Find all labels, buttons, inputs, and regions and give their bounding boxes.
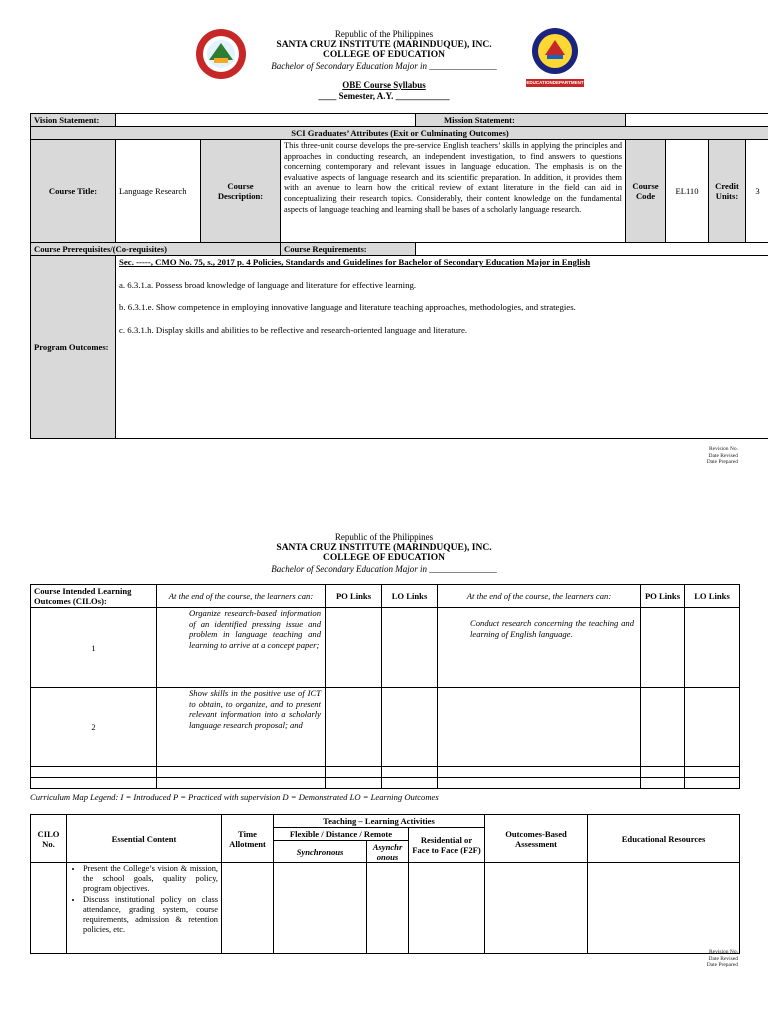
time-allotment-cell[interactable] <box>222 863 274 954</box>
lo-links-cell-2b[interactable] <box>685 688 740 767</box>
date-revised: Date Revised <box>708 452 738 459</box>
prerequisites-label: Course Prerequisites/(Co-requisites) <box>31 243 281 256</box>
cilo-number-1: 1 <box>31 608 157 688</box>
cilo-no-header: CILO No. <box>31 815 67 863</box>
lo-links-cell-2[interactable] <box>382 688 438 767</box>
synchronous-cell[interactable] <box>274 863 367 954</box>
resources-cell[interactable] <box>588 863 740 954</box>
revision-no: Revision No. <box>708 446 738 452</box>
tla-header: Teaching – Learning Activities <box>274 815 485 828</box>
mission-value[interactable] <box>626 114 768 127</box>
cilo-label: Course Intended Learning Outcomes (CILOs): <box>31 585 157 608</box>
mission-label: Mission Statement: <box>416 114 626 127</box>
syllabus-title: OBE Course Syllabus <box>342 80 426 90</box>
program-outcome-a: a. 6.3.1.a. Possess broad knowledge of language and literature for effective learning. <box>119 279 417 290</box>
residential-cell[interactable] <box>409 863 485 954</box>
program-line-2: Bachelor of Secondary Education Major in _______________ <box>271 563 497 574</box>
logo-right-caption: EDUCATIONDEPARTMENT <box>526 80 584 85</box>
course-description-value: This three-unit course develops the pre-service English teachers’ skills in applying the principles and approaches in conducting research, an independent investigation, to find answers to questions concerning contemporary and relevant issues in language education. The emphasis is on the evaluative aspects of language research and its scientific preparation. In addition, it provides them with an avenue to learn how the critical review of extant literature in the field can aid in conceptualizing their research topics. Considerably, their content knowledge on the fundamental aspects of language teaching and learning shall be bases of a scholarly language research. <box>281 140 626 243</box>
date-prepared: Date Prepared <box>706 459 738 465</box>
date-revised-2: Date Revised <box>708 955 738 962</box>
empty-cell[interactable] <box>326 778 382 789</box>
cilo-text-2: Show skills in the positive use of ICT to obtain, to organize, and to present relevant information into a scholarly language research proposal; and <box>157 688 326 767</box>
po-links-header-2: PO Links <box>641 585 685 608</box>
flexible-header: Flexible / Distance / Remote <box>274 828 409 841</box>
revision-info-2 <box>618 949 738 969</box>
cilo-number-2: 2 <box>31 688 157 767</box>
cilo-right-text-2 <box>438 688 641 767</box>
tla-cilo-cell[interactable] <box>31 863 67 954</box>
empty-cell[interactable] <box>31 767 157 778</box>
lo-links-header: LO Links <box>382 585 438 608</box>
revision-info-1 <box>618 446 738 466</box>
essential-content-cell <box>67 863 222 954</box>
empty-cell[interactable] <box>438 778 641 789</box>
po-links-header: PO Links <box>326 585 382 608</box>
program-outcome-b: b. 6.3.1.e. Show competence in employing innovative language and literature teaching approaches, methodologies, and strategies. <box>119 302 576 312</box>
asynchronous-header: Asynchr onous <box>367 841 409 863</box>
cilo-text-1: Organize research-based information of an identified pressing issue and problem in language teaching and learning to arrive at a concept paper; <box>157 608 326 688</box>
empty-cell[interactable] <box>31 778 157 789</box>
empty-cell[interactable] <box>326 767 382 778</box>
program-outcomes-label: Program Outcomes: <box>31 256 116 439</box>
asynchronous-cell[interactable] <box>367 863 409 954</box>
course-title-label: Course Title: <box>31 140 116 243</box>
credit-units-value: 3 <box>746 140 768 243</box>
essential-content-item: • Discuss institutional policy on class attendance, grading system, course requirements, admission & retention policies, etc. <box>83 895 218 936</box>
residential-header: Residential or Face to Face (F2F) <box>409 828 485 863</box>
cilo-table <box>30 584 740 789</box>
time-allotment-header: Time Allotment <box>222 815 274 863</box>
po-links-cell-2[interactable] <box>326 688 382 767</box>
end-of-course-header-2: At the end of the course, the learners can: <box>438 585 641 608</box>
essential-content-item: • Present the College’s vision & mission, the school goals, quality policy, program objectives. <box>83 864 218 895</box>
assessment-cell[interactable] <box>485 863 588 954</box>
resources-header: Educational Resources <box>588 815 740 863</box>
republic-line: Republic of the Philippines <box>334 29 434 39</box>
po-links-cell-1b[interactable] <box>641 608 685 688</box>
republic-line-2: Republic of the Philippines <box>334 532 434 542</box>
lo-links-cell-1b[interactable] <box>685 608 740 688</box>
empty-cell[interactable] <box>685 778 740 789</box>
po-links-cell-1[interactable] <box>326 608 382 688</box>
page1-header <box>0 29 768 101</box>
empty-cell[interactable] <box>438 767 641 778</box>
course-title-value: Language Research <box>116 140 201 243</box>
empty-cell[interactable] <box>382 778 438 789</box>
revision-no-2: Revision No. <box>708 949 738 955</box>
tla-table <box>30 814 740 954</box>
lo-links-cell-1[interactable] <box>382 608 438 688</box>
end-of-course-header: At the end of the course, the learners can: <box>157 585 326 608</box>
curriculum-map-legend: Curriculum Map Legend: I = Introduced P = Practiced with supervision D = Demonstrated LO = Learning Outcomes <box>30 792 439 802</box>
lo-links-header-2: LO Links <box>685 585 740 608</box>
essential-content-list <box>71 864 218 935</box>
syllabus-info-table <box>30 113 768 439</box>
program-outcomes-content <box>116 256 768 439</box>
credit-units-label: Credit Units: <box>709 140 746 243</box>
vision-label: Vision Statement: <box>31 114 116 127</box>
empty-cell[interactable] <box>685 767 740 778</box>
institution-name: SANTA CRUZ INSTITUTE (MARINDUQUE), INC. <box>276 39 492 50</box>
po-links-cell-2b[interactable] <box>641 688 685 767</box>
institution-name-2: SANTA CRUZ INSTITUTE (MARINDUQUE), INC. <box>276 542 492 553</box>
course-requirements-value[interactable] <box>416 243 768 256</box>
graduate-attributes-header: SCI Graduates’ Attributes (Exit or Culminating Outcomes) <box>31 127 768 140</box>
essential-content-header: Essential Content <box>67 815 222 863</box>
date-prepared-2: Date Prepared <box>706 962 738 968</box>
course-requirements-label: Course Requirements: <box>281 243 416 256</box>
empty-cell[interactable] <box>641 778 685 789</box>
program-line: Bachelor of Secondary Education Major in _______________ <box>271 60 497 71</box>
college-name-2: COLLEGE OF EDUCATION <box>323 553 445 563</box>
course-code-value: EL110 <box>666 140 709 243</box>
semester-line: ____ Semester, A.Y. ____________ <box>318 90 450 101</box>
empty-cell[interactable] <box>641 767 685 778</box>
course-description-label: Course Description: <box>201 140 281 243</box>
program-outcome-c: c. 6.3.1.h. Display skills and abilities to be reflective and research-oriented language and literature. <box>119 324 468 335</box>
synchronous-header: Synchronous <box>274 841 367 863</box>
vision-value[interactable] <box>116 114 416 127</box>
empty-cell[interactable] <box>382 767 438 778</box>
empty-cell[interactable] <box>157 778 326 789</box>
cmo-reference: Sec. -----, CMO No. 75, s., 2017 p. 4 Policies, Standards and Guidelines for Bachelor of Secondary Education Major in English <box>119 257 591 267</box>
cilo-right-text-1: Conduct research concerning the teaching and learning of English language. <box>438 608 641 688</box>
assessment-header: Outcomes-Based Assessment <box>485 815 588 863</box>
empty-cell[interactable] <box>157 767 326 778</box>
page2-header <box>0 532 768 574</box>
college-name: COLLEGE OF EDUCATION <box>323 50 445 60</box>
course-code-label: Course Code <box>626 140 666 243</box>
